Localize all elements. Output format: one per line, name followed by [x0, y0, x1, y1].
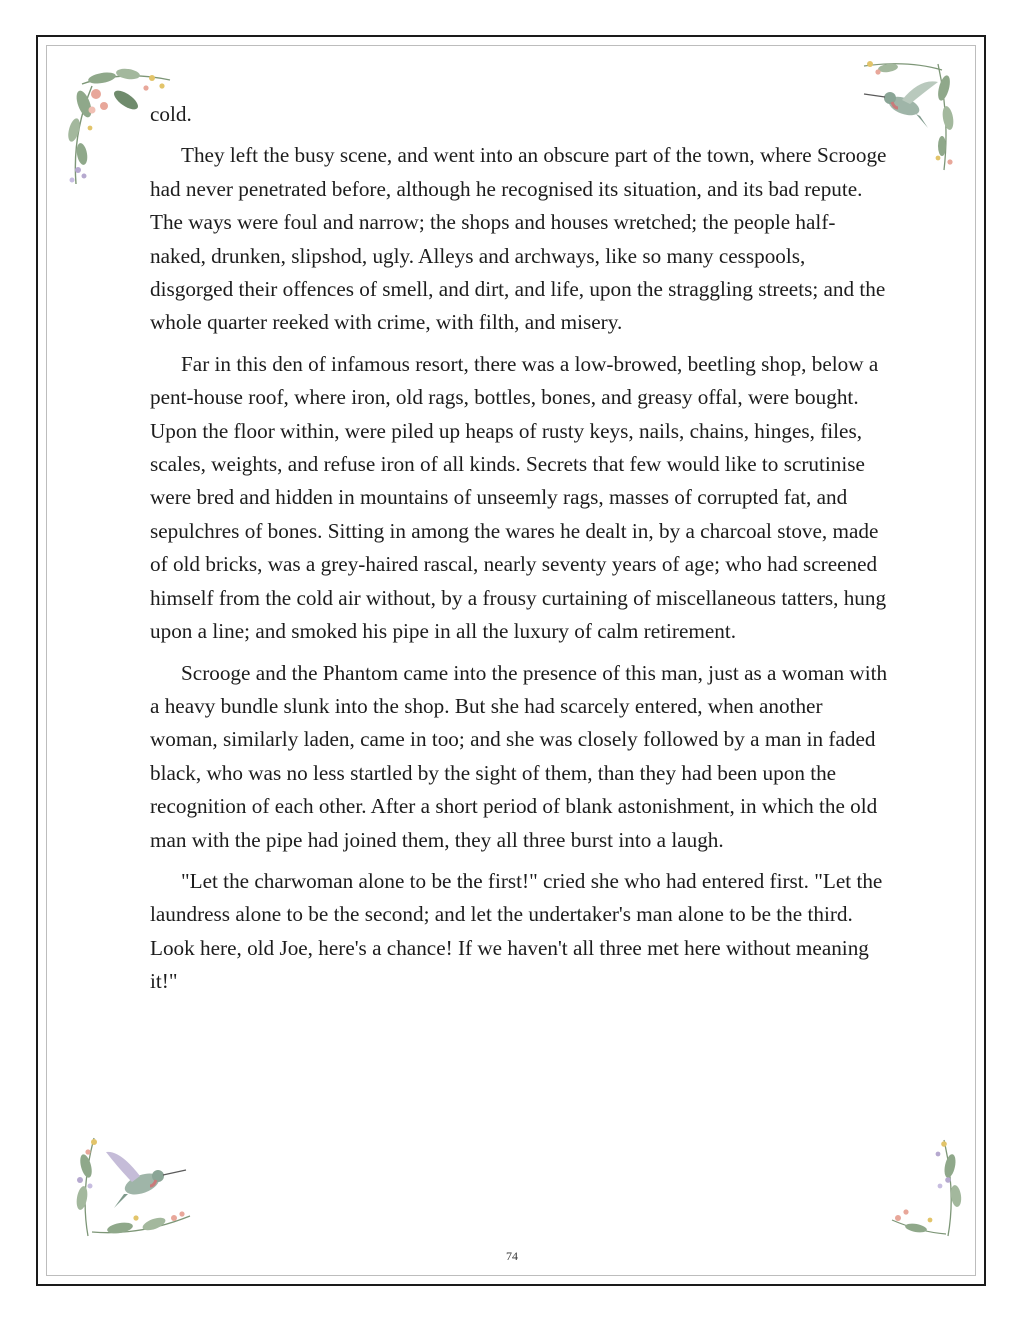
hummingbird-floral-icon — [70, 1132, 194, 1240]
body-text — [150, 98, 890, 1007]
paragraph: Scrooge and the Phantom came into the presence of this man, just as a woman with a heavy bundle slunk into the shop. But she had scarcely entered, when another woman, similarly laden, came in too; and she was closely followed by a man in faded black, who was no less startled by the sight of them, than they had been upon the recognition of each other. After a short period of blank astonishment, in which the old man with the pipe had joined them, they all three burst into a laugh. — [150, 660, 888, 852]
paragraph: "Let the charwoman alone to be the first!" cried she who had entered first. "Let the laundress alone to be the second; and let the undertaker's man alone to be the third. Look here, old Joe, here's a chance! If we haven't all three met here without meaning it!" — [150, 868, 883, 994]
paragraph: They left the busy scene, and went into an obscure part of the town, where Scrooge had never penetrated before, although he recognised its situation, and its bad repute. The ways were foul and narrow; the shops and houses wretched; the people half-naked, drunken, slipshod, ugly. Alleys and archways, like so many cesspools, disgorged their offences of smell, and dirt, and life, upon the straggling streets; and the whole quarter reeked with crime, with filth, and misery. — [150, 143, 887, 335]
floral-corner-icon — [886, 1136, 966, 1240]
paragraph: cold. — [150, 102, 192, 126]
page-number: 74 — [506, 1249, 518, 1263]
paragraph: Far in this den of infamous resort, there was a low-browed, beetling shop, below a pent-house roof, where iron, old rags, bottles, bones, and greasy offal, were bought. Upon the floor within, were piled up heaps of rusty keys, nails, chains, hinges, files, scales, weights, and refuse iron of all kinds. Secrets that few would like to scrutinise were bred and hidden in mountains of unseemly rags, masses of corrupted fat, and sepulchres of bones. Sitting in among the wares he dealt in, by a charcoal stove, made of old bricks, was a grey-haired rascal, nearly seventy years of age; who had screened himself from the cold air without, by a frousy curtaining of miscellaneous tatters, hung upon a line; and smoked his pipe in all the luxury of calm retirement. — [150, 351, 887, 644]
